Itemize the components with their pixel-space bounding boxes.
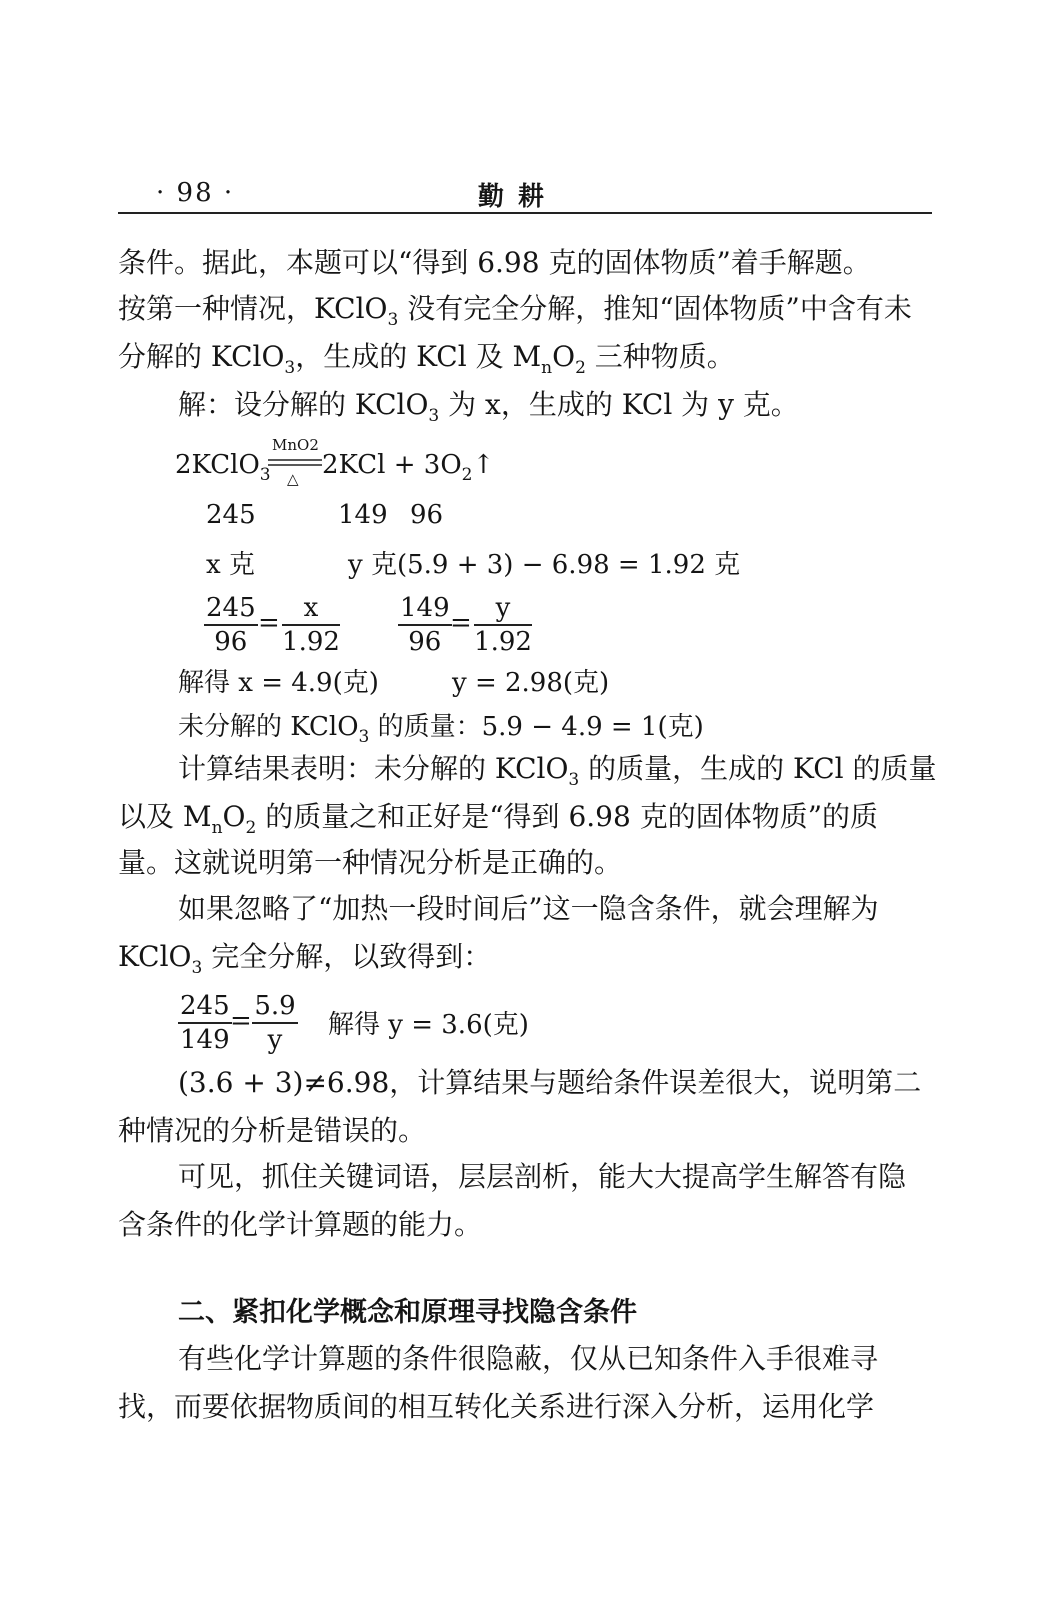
fraction-245-96: $\frac{245}{96}$ (206, 593, 256, 657)
header-rule (118, 212, 932, 214)
para3-line2: KClO$_3$ 完全分解，以致得到： (118, 940, 492, 978)
mass-o2: 96 (410, 500, 444, 530)
mass-kcl: 149 (338, 500, 388, 530)
fraction-245-149: $\frac{245}{149}$ (180, 991, 230, 1055)
reaction-right: $2KCl + 3O_2↑$ (322, 450, 495, 485)
para4-line1: (3.6 + 3)≠6.98，计算结果与题给条件误差很大，说明第二 (178, 1066, 922, 1099)
undecomposed-mass: 未分解的 KClO$_3$ 的质量：5.9 − 4.9 = 1(克) (178, 712, 704, 747)
fraction-5.9-y: $\frac{5.9}{y}$ (252, 990, 298, 1056)
para5-line2: 含条件的化学计算题的能力。 (118, 1208, 483, 1241)
fraction-x-1.92: $\frac{x}{1.92}$ (282, 593, 340, 657)
equals: = (230, 1006, 252, 1036)
result-y: y = 2.98(克) (452, 668, 610, 698)
reaction-equals-sign (268, 458, 322, 468)
para2-line1: 计算结果表明：未分解的 KClO$_3$ 的质量，生成的 KCl 的质量 (178, 752, 937, 790)
gas-arrow: ↑ (472, 450, 495, 480)
section-heading: 二、紧扣化学概念和原理寻找隐含条件 (178, 1297, 637, 1328)
fraction-y-1.92: $\frac{y}{1.92}$ (474, 593, 532, 657)
para6-line2: 找，而要依据物质间的相互转化关系进行深入分析，运用化学 (118, 1390, 875, 1423)
fraction-149-96: $\frac{149}{96}$ (400, 593, 450, 657)
para1-line1: 条件。据此，本题可以“得到 6.98 克的固体物质”着手解题。 (118, 246, 871, 279)
equals: = (450, 608, 472, 638)
para1-line2: 按第一种情况，KClO$_3$ 没有完全分解，推知“固体物质”中含有未 (118, 292, 912, 330)
page-number: · 98 · (156, 178, 235, 208)
para4-line2: 种情况的分析是错误的。 (118, 1114, 427, 1147)
heat-symbol: △ (287, 470, 299, 488)
unknown-y-calc: y 克(5.9 + 3) − 6.98 = 1.92 克 (348, 550, 741, 580)
equals: = (258, 608, 280, 638)
running-title: 勤耕 (478, 182, 559, 212)
reaction-left: 2KClO$_3$ (175, 450, 271, 485)
mass-kclo3: 245 (206, 500, 256, 530)
para6-line1: 有些化学计算题的条件很隐蔽，仅从已知条件入手很难寻 (178, 1342, 879, 1375)
para1-line3: 分解的 KClO$_3$，生成的 KCl 及 $M_nO_2$ 三种物质。 (118, 340, 735, 378)
alt-result: 解得 y = 3.6(克) (328, 1010, 529, 1040)
para2-line2: 以及 $M_nO_2$ 的质量之和正好是“得到 6.98 克的固体物质”的质 (118, 800, 879, 838)
para5-line1: 可见，抓住关键词语，层层剖析，能大大提高学生解答有隐 (178, 1160, 907, 1193)
solve-setup-line: 解：设分解的 KClO$_3$ 为 x，生成的 KCl 为 y 克。 (178, 388, 799, 426)
unknown-x: x 克 (206, 550, 255, 580)
para2-line3: 量。这就说明第一种情况分析是正确的。 (118, 846, 623, 879)
result-x: 解得 x = 4.9(克) (178, 668, 379, 698)
para3-line1: 如果忽略了“加热一段时间后”这一隐含条件，就会理解为 (178, 892, 879, 925)
page-header (118, 172, 932, 212)
catalyst-label: MnO2 (272, 436, 319, 454)
